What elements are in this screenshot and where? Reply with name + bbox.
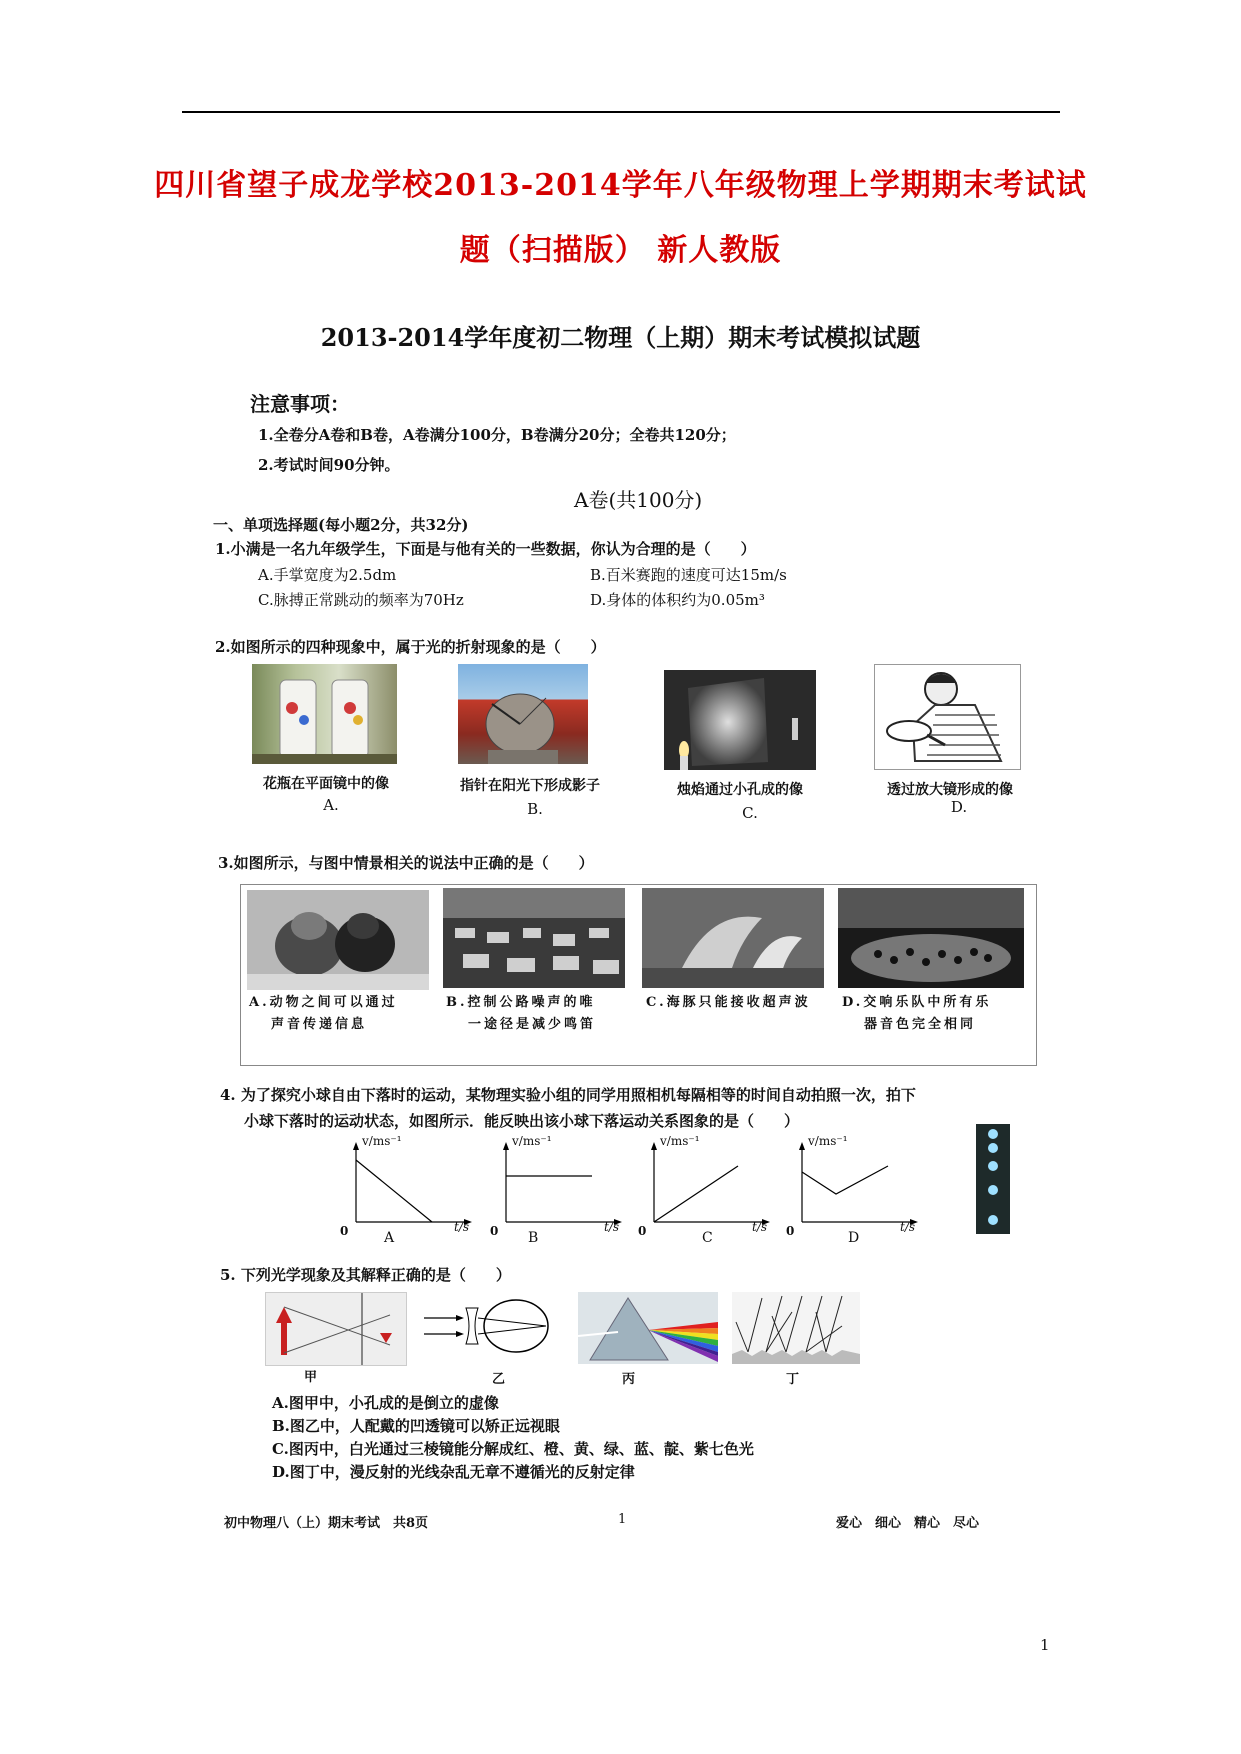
q3-image-orchestra: [838, 888, 1024, 988]
q3-stem: 3.如图所示，与图中情景相关的说法中正确的是（ ）: [218, 854, 594, 872]
document-title-line1: 四川省望子成龙学校2013-2014学年八年级物理上学期期末考试试: [154, 168, 1087, 203]
q4-graph-b-label: B: [528, 1230, 539, 1246]
q5-label-ding: 丁: [786, 1372, 800, 1387]
q3-caption-d-line1: D.交响乐队中所有乐: [842, 995, 992, 1010]
q5-image-pinhole: [265, 1292, 407, 1366]
q3-caption-c: [646, 992, 811, 1014]
q5-option-d: D.图丁中，漫反射的光线杂乱无章不遵循光的反射定律: [272, 1463, 635, 1481]
top-rule: [182, 111, 1060, 113]
q4-graph-c-xlabel: t/s: [752, 1220, 768, 1234]
q2-label-d: D.: [950, 798, 968, 816]
q5-option-a: A.图甲中，小孔成的是倒立的虚像: [272, 1394, 499, 1412]
q3-caption-a: [249, 992, 398, 1036]
q1-option-c: C.脉搏正常跳动的频率为70Hz: [258, 591, 464, 609]
scan-footer-right: 爱心 细心 精心 尽心: [836, 1516, 980, 1531]
part-one-heading: 一、单项选择题(每小题2分，共32分): [213, 516, 469, 534]
page-number: 1: [1040, 1636, 1050, 1654]
q2-caption-b: 指针在阳光下形成影子: [460, 778, 600, 794]
q5-option-c: C.图丙中，白光通过三棱镜能分解成红、橙、黄、绿、蓝、靛、紫七色光: [272, 1440, 754, 1458]
q2-caption-c: 烛焰通过小孔成的像: [677, 782, 803, 798]
q4-graph-a-xlabel: t/s: [454, 1220, 470, 1234]
q4-stem-line1: 4. 为了探究小球自由下落时的运动，某物理实验小组的同学用照相机每隔相等的时间自动拍照一次，拍下: [220, 1086, 916, 1104]
q4-graph-b-ylabel: v/ms⁻¹: [512, 1134, 552, 1148]
q3-caption-d-line2: 器音色完全相同: [864, 1017, 977, 1032]
q3-caption-a-line1: A.动物之间可以通过: [249, 995, 398, 1010]
q3-caption-b-line1: B.控制公路噪声的唯: [446, 995, 596, 1010]
q4-graph-b-xlabel: t/s: [604, 1220, 620, 1234]
q4-graph-d-ylabel: v/ms⁻¹: [808, 1134, 848, 1148]
q2-image-pinhole-candle: [664, 670, 816, 770]
q4-graph-d-xlabel: t/s: [900, 1220, 916, 1234]
q5-option-b: B.图乙中，人配戴的凹透镜可以矫正远视眼: [272, 1417, 560, 1435]
q3-caption-b: [446, 992, 596, 1036]
q4-graph-d: [786, 1134, 922, 1246]
q3-image-dogs: [247, 890, 429, 990]
q2-caption-d: 透过放大镜形成的像: [887, 782, 1013, 798]
q4-graph-c-label: C: [702, 1230, 713, 1246]
q4-graph-c-origin: 0: [638, 1224, 647, 1238]
q1-option-d: D.身体的体积约为0.05m³: [590, 591, 765, 609]
q1-stem: 1.小满是一名九年级学生，下面是与他有关的一些数据，你认为合理的是（ ）: [215, 540, 756, 558]
q5-label-yi: 乙: [492, 1372, 506, 1387]
q5-image-prism: [578, 1292, 718, 1364]
q2-image-sundial: [458, 664, 588, 764]
q4-graph-d-label: D: [848, 1230, 860, 1246]
q4-graph-a: [340, 1134, 476, 1246]
notice-heading: 注意事项：: [250, 392, 350, 416]
q4-graph-c-ylabel: v/ms⁻¹: [660, 1134, 700, 1148]
q1-option-b: B.百米赛跑的速度可达15m/s: [590, 566, 787, 584]
q4-graph-d-origin: 0: [786, 1224, 795, 1238]
q2-image-magnifier: [874, 664, 1021, 770]
exam-title: 2013-2014学年度初二物理（上期）期末考试模拟试题: [320, 323, 921, 352]
q5-label-jia: 甲: [304, 1370, 318, 1385]
q4-graph-a-ylabel: v/ms⁻¹: [362, 1134, 402, 1148]
scan-footer-page: 1: [618, 1512, 627, 1527]
q4-graph-c: [638, 1134, 774, 1246]
notice-item-1: 1.全卷分A卷和B卷，A卷满分100分，B卷满分20分；全卷共120分；: [258, 426, 736, 444]
q2-image-vase-mirror: [252, 664, 397, 764]
document-title-line2: 题（扫描版） 新人教版: [459, 233, 782, 268]
q1-option-a: A.手掌宽度为2.5dm: [258, 566, 397, 584]
q5-image-diffuse-reflection: [732, 1292, 860, 1364]
q3-image-highway: [443, 888, 625, 988]
q3-caption-b-line2: 一途径是减少鸣笛: [468, 1017, 597, 1032]
scan-footer-left: 初中物理八（上）期末考试 共8页: [224, 1516, 429, 1531]
q4-graph-a-origin: 0: [340, 1224, 349, 1238]
q4-image-falling-ball: [976, 1124, 1010, 1234]
q3-caption-c-line1: C.海豚只能接收超声波: [646, 995, 811, 1010]
q3-image-dolphin: [642, 888, 824, 988]
q5-label-bing: 丙: [622, 1372, 636, 1387]
q4-graph-b-origin: 0: [490, 1224, 499, 1238]
q5-stem: 5. 下列光学现象及其解释正确的是（ ）: [220, 1266, 511, 1284]
q2-caption-a: 花瓶在平面镜中的像: [263, 776, 389, 792]
notice-item-2: 2.考试时间90分钟。: [258, 456, 400, 474]
q2-label-c: C.: [742, 804, 758, 822]
q2-label-b: B.: [527, 800, 543, 818]
q4-graph-b: [490, 1134, 626, 1246]
q5-image-concave-lens-eye: [420, 1298, 560, 1354]
q4-stem-line2: 小球下落时的运动状态，如图所示．能反映出该小球下落运动关系图象的是（ ）: [244, 1112, 800, 1130]
q2-label-a: A.: [323, 796, 339, 814]
section-a-heading: A卷(共100分): [574, 488, 703, 512]
q2-stem: 2.如图所示的四种现象中，属于光的折射现象的是（ ）: [215, 638, 606, 656]
q4-graph-a-label: A: [384, 1230, 395, 1246]
q3-caption-a-line2: 声音传递信息: [271, 1017, 368, 1032]
q3-caption-d: [842, 992, 991, 1036]
